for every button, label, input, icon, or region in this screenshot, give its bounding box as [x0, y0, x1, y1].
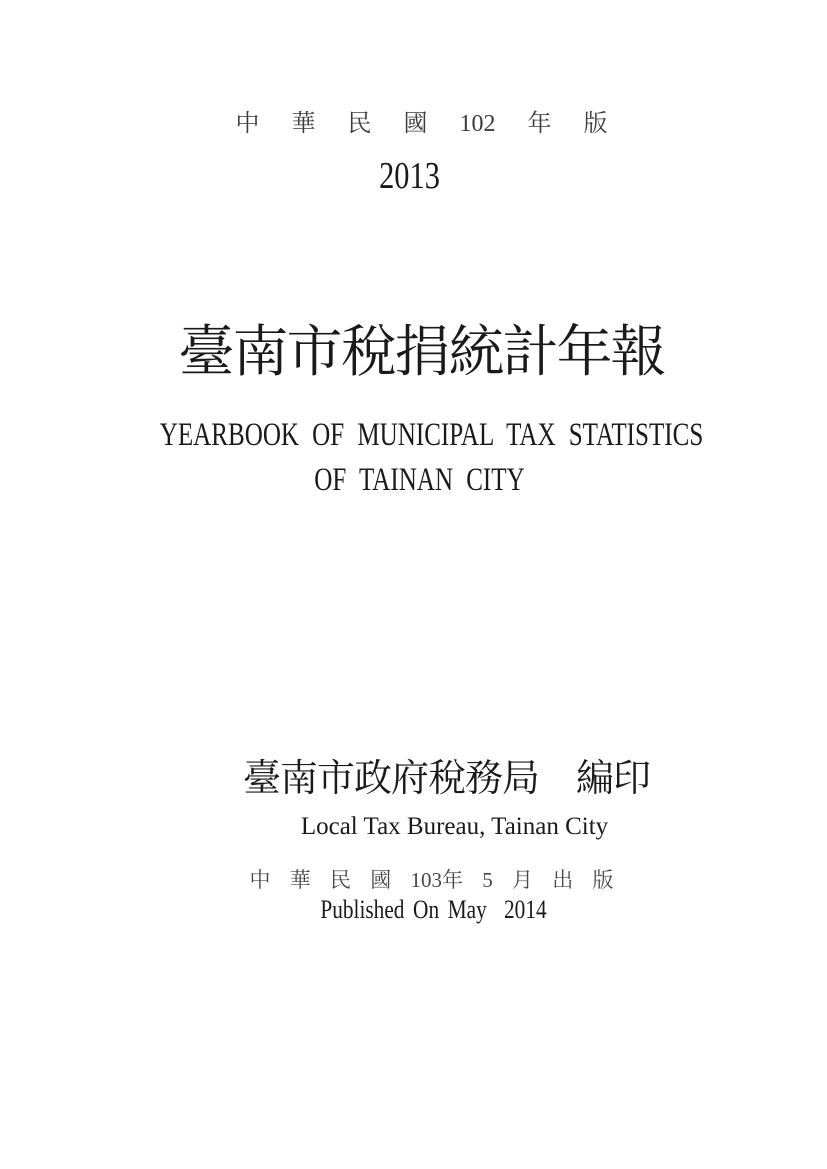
page-title-en-line1: YEARBOOK OF MUNICIPAL TAX STATISTICS [159, 417, 704, 453]
publisher-en: Local Tax Bureau, Tainan City [300, 813, 609, 840]
edition-year: 2013 [379, 155, 440, 197]
edition-line-zh: 中 華 民 國 102 年 版 [235, 111, 608, 137]
page-title-en-line2: OF TAINAN CITY [314, 462, 525, 498]
publish-date-zh: 中 華 民 國 103年 5 月 出 版 [249, 868, 614, 892]
page-title-zh: 臺南市稅捐統計年報 [178, 322, 665, 384]
publish-date-en: Published On May 2014 [320, 895, 547, 924]
publisher-zh: 臺南市政府稅務局 編印 [242, 758, 650, 800]
